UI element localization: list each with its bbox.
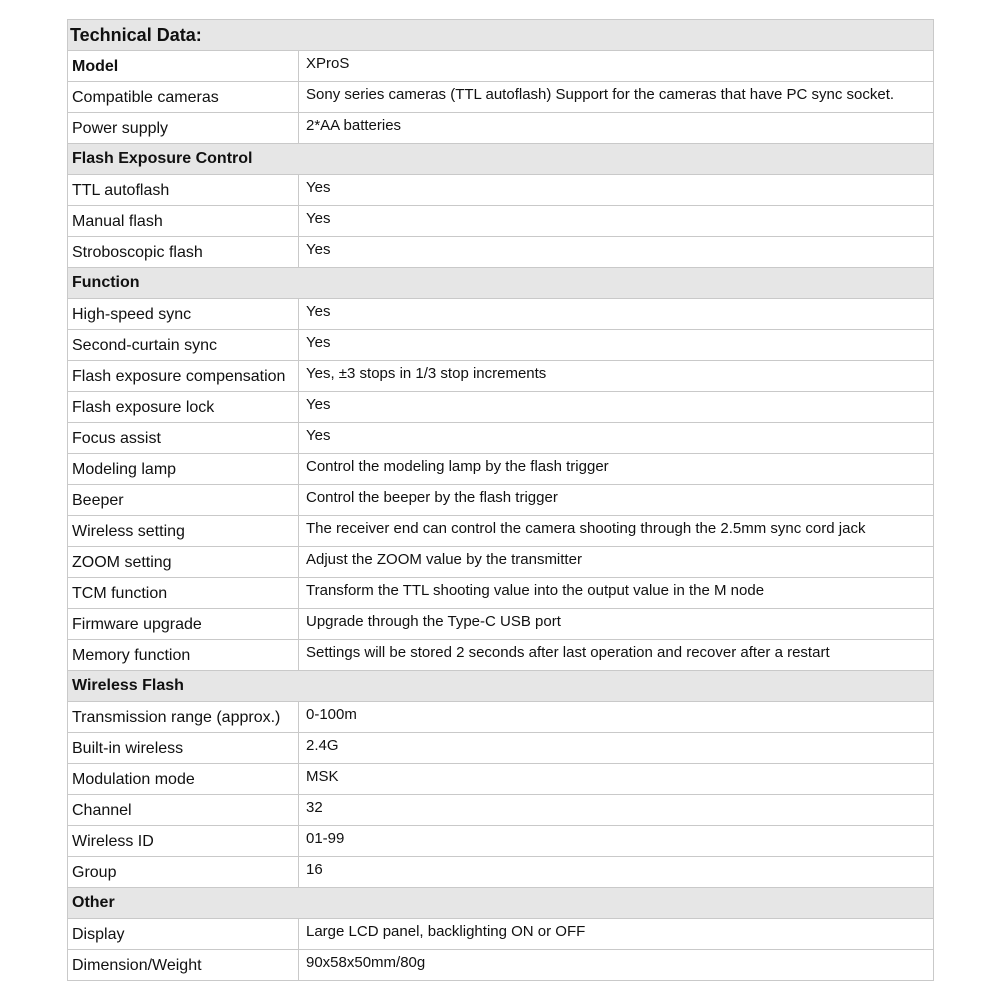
spec-value: Yes: [299, 237, 934, 268]
spec-label: Memory function: [68, 640, 299, 671]
table-row: [68, 702, 934, 733]
spec-label: Compatible cameras: [68, 82, 299, 113]
spec-value: 01-99: [299, 826, 934, 857]
spec-value: 2.4G: [299, 733, 934, 764]
spec-value: Yes: [299, 330, 934, 361]
table-title-row: [68, 20, 934, 51]
spec-value: 2*AA batteries: [299, 113, 934, 144]
section-header-row: [68, 268, 934, 299]
spec-label: Flash exposure lock: [68, 392, 299, 423]
table-row: [68, 361, 934, 392]
spec-label: Firmware upgrade: [68, 609, 299, 640]
spec-label: Channel: [68, 795, 299, 826]
spec-value: Yes: [299, 299, 934, 330]
table-row: [68, 609, 934, 640]
spec-label: Power supply: [68, 113, 299, 144]
table-row: [68, 764, 934, 795]
table-row: [68, 547, 934, 578]
table-row: [68, 82, 934, 113]
spec-value: Control the modeling lamp by the flash trigger: [299, 454, 934, 485]
table-row: [68, 51, 934, 82]
section-header: Flash Exposure Control: [68, 144, 934, 175]
spec-label: TCM function: [68, 578, 299, 609]
spec-label: High-speed sync: [68, 299, 299, 330]
table-row: [68, 950, 934, 981]
table-title: Technical Data:: [68, 20, 934, 51]
table-row: [68, 485, 934, 516]
table-row: [68, 113, 934, 144]
spec-value: Adjust the ZOOM value by the transmitter: [299, 547, 934, 578]
section-header: Function: [68, 268, 934, 299]
spec-label: Modeling lamp: [68, 454, 299, 485]
spec-value: Yes: [299, 423, 934, 454]
spec-value: MSK: [299, 764, 934, 795]
spec-label: Wireless ID: [68, 826, 299, 857]
table-row: [68, 733, 934, 764]
section-header-row: [68, 888, 934, 919]
technical-data-body: [68, 20, 934, 981]
spec-value: Settings will be stored 2 seconds after last operation and recover after a restart: [299, 640, 934, 671]
table-row: [68, 175, 934, 206]
spec-value: 16: [299, 857, 934, 888]
spec-label: Display: [68, 919, 299, 950]
spec-label: Dimension/Weight: [68, 950, 299, 981]
spec-value: XProS: [299, 51, 934, 82]
table-row: [68, 919, 934, 950]
section-header-row: [68, 671, 934, 702]
table-row: [68, 206, 934, 237]
spec-label: Focus assist: [68, 423, 299, 454]
spec-value: Yes, ±3 stops in 1/3 stop increments: [299, 361, 934, 392]
spec-value: Sony series cameras (TTL autoflash) Support for the cameras that have PC sync socket.: [299, 82, 934, 113]
spec-value: Transform the TTL shooting value into the output value in the M node: [299, 578, 934, 609]
spec-label: Stroboscopic flash: [68, 237, 299, 268]
table-row: [68, 640, 934, 671]
table-row: [68, 826, 934, 857]
spec-value: Yes: [299, 175, 934, 206]
spec-label: Transmission range (approx.): [68, 702, 299, 733]
spec-label: TTL autoflash: [68, 175, 299, 206]
table-row: [68, 578, 934, 609]
spec-value: Yes: [299, 392, 934, 423]
spec-value: Large LCD panel, backlighting ON or OFF: [299, 919, 934, 950]
spec-label: ZOOM setting: [68, 547, 299, 578]
spec-label: Second-curtain sync: [68, 330, 299, 361]
spec-label: Manual flash: [68, 206, 299, 237]
table-row: [68, 392, 934, 423]
table-row: [68, 423, 934, 454]
spec-value: The receiver end can control the camera shooting through the 2.5mm sync cord jack: [299, 516, 934, 547]
table-row: [68, 857, 934, 888]
table-row: [68, 454, 934, 485]
table-row: [68, 299, 934, 330]
spec-value: 90x58x50mm/80g: [299, 950, 934, 981]
spec-label: Wireless setting: [68, 516, 299, 547]
spec-value: Yes: [299, 206, 934, 237]
table-row: [68, 237, 934, 268]
spec-label: Built-in wireless: [68, 733, 299, 764]
table-row: [68, 516, 934, 547]
spec-value: 32: [299, 795, 934, 826]
spec-label: Beeper: [68, 485, 299, 516]
table-row: [68, 795, 934, 826]
spec-value: Control the beeper by the flash trigger: [299, 485, 934, 516]
section-header: Wireless Flash: [68, 671, 934, 702]
technical-data-table: [67, 19, 934, 981]
spec-label: Modulation mode: [68, 764, 299, 795]
section-header-row: [68, 144, 934, 175]
spec-value: Upgrade through the Type-C USB port: [299, 609, 934, 640]
spec-value: 0-100m: [299, 702, 934, 733]
table-row: [68, 330, 934, 361]
section-header: Other: [68, 888, 934, 919]
spec-label: Model: [68, 51, 299, 82]
spec-label: Flash exposure compensation: [68, 361, 299, 392]
spec-label: Group: [68, 857, 299, 888]
